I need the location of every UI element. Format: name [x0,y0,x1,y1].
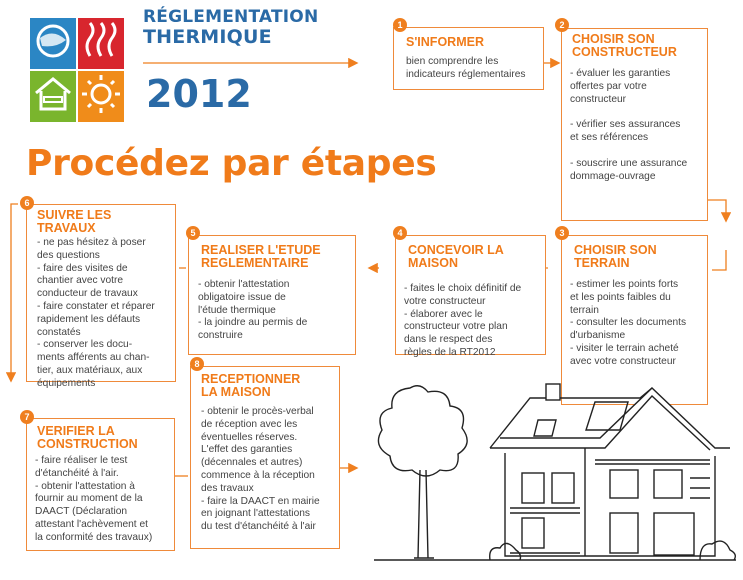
step-6-box [26,204,176,389]
header-line2: THERMIQUE [143,26,272,48]
step-2-text: - évaluer les garanties [570,68,671,79]
step-5-text: - la joindre au permis de [198,317,308,329]
step-5-title: REALISER L'ETUDE [201,243,321,257]
step-8-badge: 8 [190,357,204,371]
step-7-badge: 7 [20,410,34,424]
step-8-title: RECEPTIONNER [201,372,301,386]
step-4-text: règles de la RT2012 [404,346,496,358]
step-2-text: - vérifier ses assurances [570,119,681,130]
step-4-text: constructeur votre plan [404,321,508,333]
step-8-title: LA MAISON [201,385,271,399]
header-line1: RÉGLEMENTATION [143,7,319,27]
step-8-box [190,366,340,549]
step-8-text: éventuelles réserves. [201,431,298,443]
step-5-text: construire [198,330,243,342]
step-5-text: obligatoire issue de [198,291,286,303]
step-8-text: commence à la réception [201,469,315,481]
step-3-text: avec votre constructeur [570,355,676,367]
step-8-text: de réception avec les [201,418,298,430]
step-6-text: tier, aux matériaux, aux [37,364,143,376]
step-1-badge: 1 [393,18,407,32]
step-1-text: indicateurs réglementaires [406,68,526,80]
step-3-text: - estimer les points forts [570,279,679,290]
step-5-box [188,235,356,355]
step-8-text: (décennales et autres) [201,457,303,469]
step-2-text: offertes par votre [570,80,647,92]
step-1-title: S'INFORMER [406,35,484,49]
step-2-text: - souscrire une assurance [570,158,688,169]
step-7-text: fournir au moment de la [35,493,143,505]
step-5-title: REGLEMENTAIRE [201,256,309,270]
step-2-text: et ses références [570,131,649,143]
step-2-title: CONSTRUCTEUR [572,45,677,59]
step-5-badge: 5 [186,226,200,240]
step-3-text: d'urbanisme [570,330,626,342]
step-2-box [561,28,708,221]
step-7-text: la conformité des travaux) [35,531,153,543]
step-4-text: votre constructeur [404,295,486,307]
step-3-badge: 3 [555,226,569,240]
step-7-text: attestant l'achèvement et [35,518,148,530]
header-year: 2012 [146,72,252,116]
step-3-text: terrain [570,304,599,316]
step-6-text: ments afférents au chan- [37,352,150,364]
step-3-title: TERRAIN [574,256,630,270]
step-7-box [26,418,175,551]
step-1-box [393,27,544,90]
step-2-badge: 2 [555,18,569,32]
step-8-text: du test d'étanchéité à l'air [201,521,316,533]
step-8-text: en joignant l'attestations [201,508,310,520]
step-8-text: - faire la DAACT en mairie [201,495,320,507]
step-4-text: dans le respect des [404,334,493,346]
step-4-text: - élaborer avec le [404,308,483,320]
step-6-title: SUIVRE LES [37,208,112,222]
step-6-text: équipements [37,377,96,389]
step-8-text: - obtenir le procès-verbal [201,406,314,417]
step-2-title: CHOISIR SON [572,32,655,46]
step-6-text: conducteur de travaux [37,288,138,300]
step-4-badge: 4 [393,226,407,240]
step-7-text: DAACT (Déclaration [35,506,128,518]
step-5-text: l'étude thermique [198,304,276,316]
step-4-title: MAISON [408,256,458,270]
step-7-text: - faire réaliser le test [35,455,128,466]
step-4-title: CONCEVOIR LA [408,243,504,257]
step-2-text: constructeur [570,93,627,105]
step-6-badge: 6 [20,196,34,210]
step-6-text: - faire des visites de [37,262,128,274]
step-6-text: rapidement les défauts [37,313,141,325]
step-6-text: - faire constater et réparer [37,300,155,312]
step-3-text: et les points faibles du [570,291,671,303]
step-7-title: VERIFIER LA [37,424,115,438]
step-6-text: - conserver les docu- [37,339,133,351]
house-illustration [370,378,740,578]
step-8-text: L'effet des garanties [201,444,293,456]
step-2-text: dommage-ouvrage [570,170,656,182]
step-3-title: CHOISIR SON [574,243,657,257]
step-6-text: constatés [37,326,81,338]
step-7-title: CONSTRUCTION [37,437,138,451]
step-6-title: TRAVAUX [37,221,96,235]
step-4-text: - faites le choix définitif de [404,283,522,294]
step-3-text: - consulter les documents [570,317,687,329]
step-5-text: - obtenir l'attestation [198,279,290,290]
step-6-text: chantier avec votre [37,275,124,287]
step-4-box [395,235,546,358]
step-6-text: des questions [37,249,100,261]
page-heading: Procédez par étapes [26,143,437,184]
step-1-text: bien comprendre les [406,56,499,67]
step-7-text: d'étanchéité à l'air. [35,467,119,479]
step-7-text: - obtenir l'attestation à [35,480,135,492]
step-8-text: des travaux [201,482,254,494]
step-3-text: - visiter le terrain acheté [570,342,679,354]
step-6-text: - ne pas hésitez à poser [37,237,146,248]
